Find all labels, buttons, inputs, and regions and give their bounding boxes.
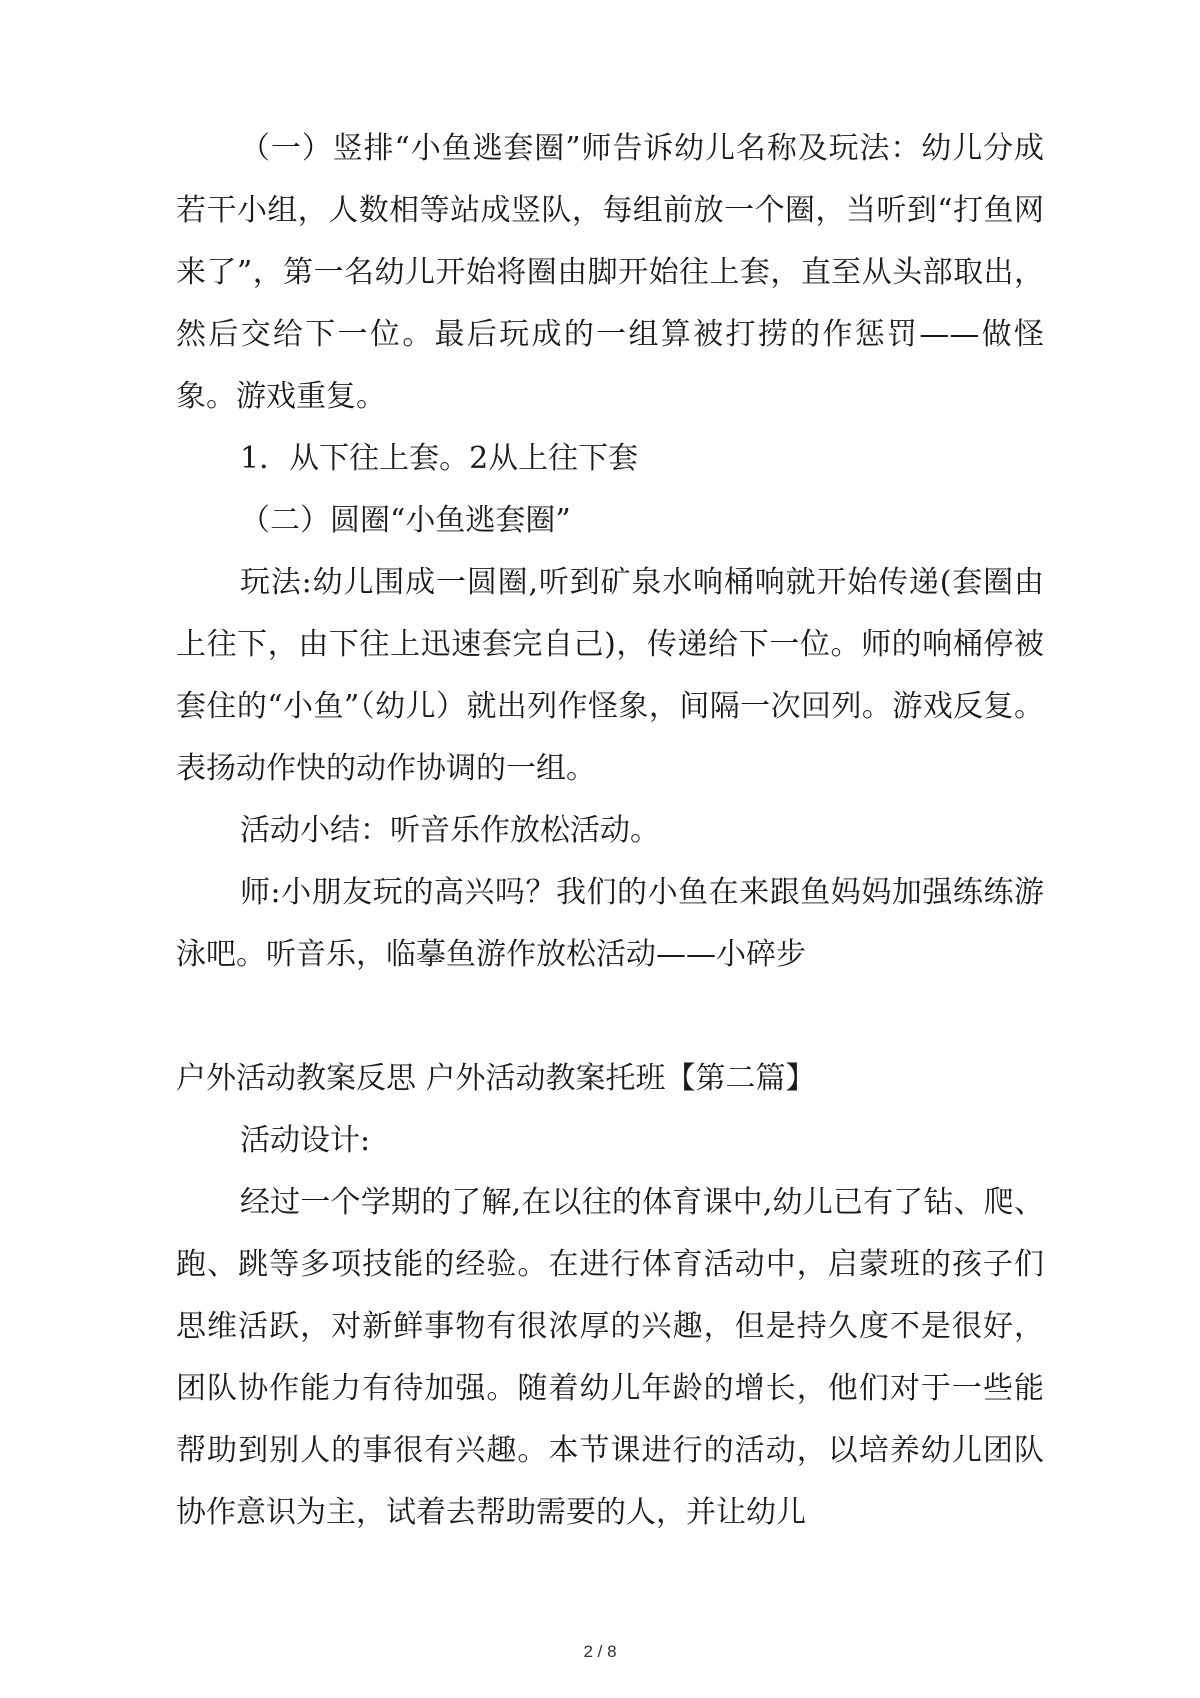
paragraph-design-label: 活动设计: bbox=[240, 1123, 371, 1158]
paragraph-design-body: 经过一个学期的了解,在以往的体育课中,幼儿已有了钻、爬、跑、跳等多项技能的经验。在进行体育活动中，启蒙班的孩子们思维活跃，对新鲜事物有很浓厚的兴趣，但是持久度不是很好，团队协作能力有待加强。随着幼儿年龄的增长，他们对于一些能帮助到别人的事很有兴趣。本节课进行的活动，以培养幼儿团队协作意识为主，试着去帮助需要的人，并让幼儿 bbox=[176, 1185, 1044, 1530]
paragraph-variations: 1．从下往上套。2从上往下套 bbox=[240, 441, 639, 476]
paragraph-summary: 活动小结：听音乐作放松活动。 bbox=[240, 813, 660, 848]
page-number: 2 / 8 bbox=[583, 1642, 617, 1661]
document-body bbox=[176, 118, 1044, 1544]
paragraph-circle-game-title: （二）圆圈“小鱼逃套圈” bbox=[240, 503, 571, 538]
paragraph-circle-game-rules: 玩法:幼儿围成一圆圈,听到矿泉水响桶响就开始传递(套圈由上往下，由下往上迅速套完自己)，传递给下一位。师的响桶停被套住的“小鱼”（幼儿）就出列作怪象，间隔一次回列。游戏反复。表扬动作快的动作协调的一组。 bbox=[176, 565, 1044, 786]
paragraph-vertical-game: （一）竖排“小鱼逃套圈”师告诉幼儿名称及玩法：幼儿分成若干小组，人数相等站成竖队，每组前放一个圈，当听到“打鱼网来了”，第一名幼儿开始将圈由脚开始往上套，直至从头部取出，然后交给下一位。最后玩成的一组算被打捞的作惩罚——做怪象。游戏重复。 bbox=[176, 131, 1044, 414]
section-heading: 户外活动教案反思 户外活动教案托班【第二篇】 bbox=[176, 1061, 816, 1096]
paragraph-teacher-closing: 师:小朋友玩的高兴吗？我们的小鱼在来跟鱼妈妈加强练练游泳吧。听音乐，临摹鱼游作放松活动——小碎步 bbox=[176, 875, 1044, 972]
